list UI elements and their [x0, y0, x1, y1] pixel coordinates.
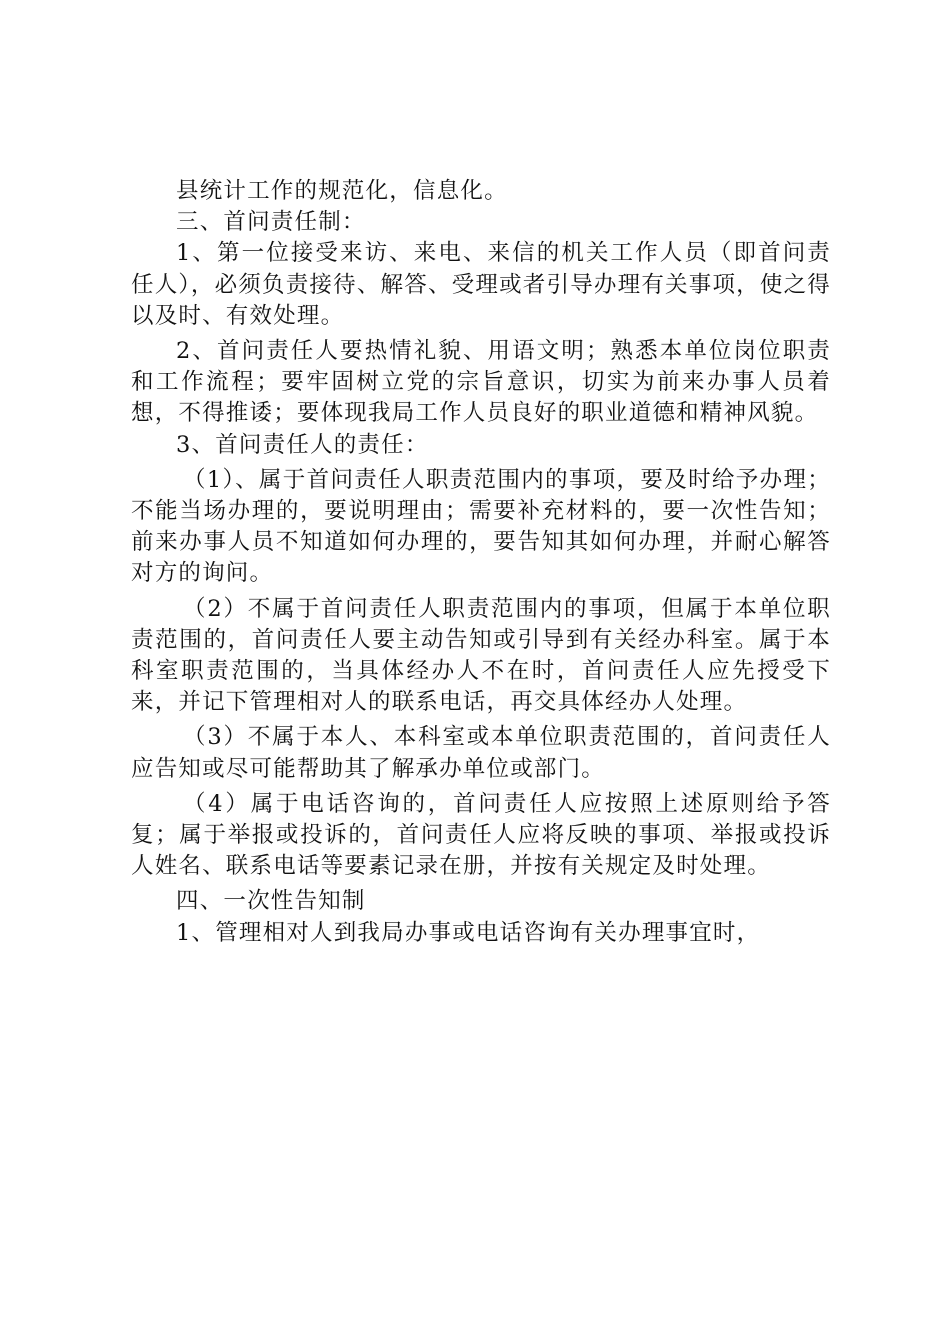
paragraph-item-3-heading: 3、首问责任人的责任：: [176, 431, 429, 458]
section-heading-one-time-notification: 四、一次性告知制: [176, 888, 366, 915]
paragraph-item-1: 1、第一位接受来访、来电、来信的机关工作人员（即首问责任人），必须负责接待、解答、受理或者引导办理有关事项，使之得以及时、有效处理。: [131, 240, 831, 329]
paragraph-subitem-4: （4）属于电话咨询的，首问责任人应按照上述原则给予答复；属于举报或投诉的，首问责任人应将反映的事项、举报或投诉人姓名、联系电话等要素记录在册，并按有关规定及时处理。: [131, 790, 831, 880]
section-heading-first-inquiry-responsibility: 三、首问责任制：: [176, 209, 366, 236]
document-body: [131, 176, 831, 949]
paragraph-item-1-notification: 1、管理相对人到我局办事或电话咨询有关办理事宜时，: [176, 919, 761, 946]
paragraph-subitem-1: （1）、属于首问责任人职责范围内的事项，要及时给予办理；不能当场办理的，要说明理由；需要补充材料的，要一次性告知；前来办事人员不知道如何办理的，要告知其如何办理，并耐心解答对方的询问。: [131, 466, 831, 587]
paragraph-subitem-3: （3）不属于本人、本科室或本单位职责范围的，首问责任人应告知或尽可能帮助其了解承办单位或部门。: [131, 724, 831, 782]
paragraph-continuation: 县统计工作的规范化，信息化。: [176, 178, 508, 204]
paragraph-subitem-2: （2）不属于首问责任人职责范围内的事项，但属于本单位职责范围的，首问责任人要主动告知或引导到有关经办科室。属于本科室职责范围的，当具体经办人不在时，首问责任人应先授受下来，并记下管理相对人的联系电话，再交具体经办人处理。: [131, 595, 831, 716]
paragraph-item-2: 2、首问责任人要热情礼貌、用语文明；熟悉本单位岗位职责和工作流程；要牢固树立党的宗旨意识，切实为前来办事人员着想，不得推诿；要体现我局工作人员良好的职业道德和精神风貌。: [131, 338, 831, 427]
